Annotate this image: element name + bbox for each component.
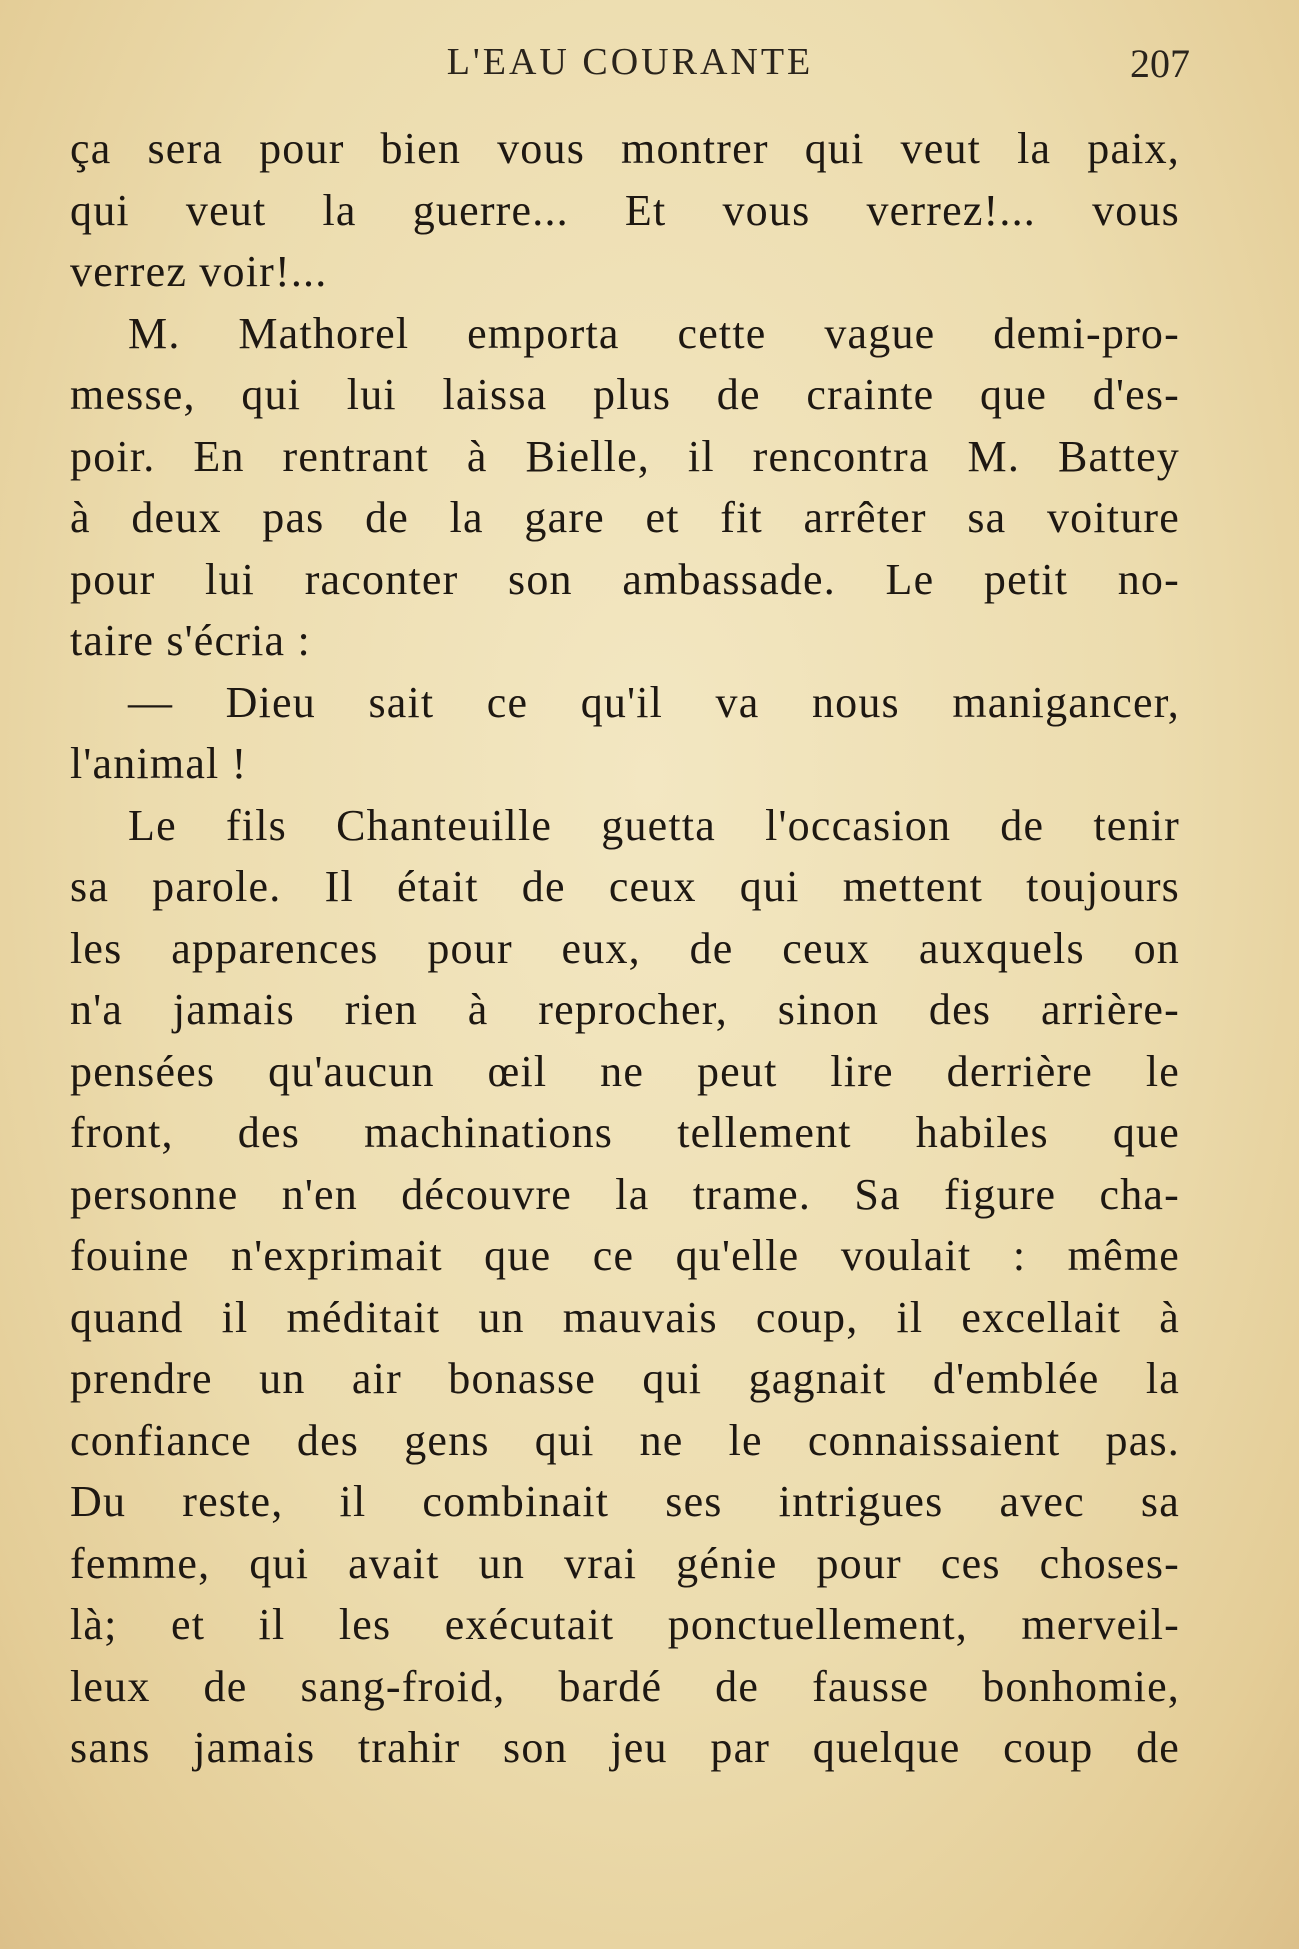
text-line: front, des machinations tellement habiles que <box>70 1108 1180 1157</box>
text-line: sa parole. Il était de ceux qui mettent toujours <box>70 862 1180 911</box>
running-title: L'EAU COURANTE <box>446 41 814 83</box>
text-line: femme, qui avait un vrai génie pour ces choses- <box>70 1538 1180 1588</box>
text-line: là; et il les exécutait ponctuellement, merveil- <box>70 1600 1180 1649</box>
text-line: les apparences pour eux, de ceux auxquels on <box>70 923 1180 973</box>
text-line: taire s'écria : <box>70 616 311 665</box>
text-line: confiance des gens qui ne le connaissaient pas. <box>70 1415 1180 1465</box>
text-line: sans jamais trahir son jeu par quelque coup de <box>70 1723 1180 1772</box>
text-line: quand il méditait un mauvais coup, il excellait à <box>70 1292 1180 1342</box>
text-line: messe, qui lui laissa plus de crainte que d'es- <box>70 370 1180 419</box>
text-line: — Dieu sait ce qu'il va nous manigancer, <box>128 677 1180 727</box>
text-line: poir. En rentrant à Bielle, il rencontra M. Battey <box>70 431 1180 481</box>
text-line: verrez voir!... <box>70 247 328 296</box>
text-line: M. Mathorel emporta cette vague demi-pro- <box>128 308 1180 358</box>
text-line: Du reste, il combinait ses intrigues avec sa <box>70 1477 1180 1526</box>
text-line: pensées qu'aucun œil ne peut lire derrière le <box>70 1046 1180 1096</box>
text-line: prendre un air bonasse qui gagnait d'emblée la <box>70 1354 1180 1403</box>
running-head <box>60 40 1200 90</box>
text-line: personne n'en découvre la trame. Sa figure cha- <box>70 1169 1180 1219</box>
text-line: ça sera pour bien vous montrer qui veut la paix, <box>70 124 1180 173</box>
text-line: fouine n'exprimait que ce qu'elle voulait : même <box>70 1231 1180 1280</box>
text-line: pour lui raconter son ambassade. Le petit no- <box>70 554 1180 604</box>
text-line: Le fils Chanteuille guetta l'occasion de tenir <box>128 800 1180 850</box>
page-number: 207 <box>1130 41 1190 86</box>
text-line: l'animal ! <box>70 739 248 788</box>
text-line: n'a jamais rien à reprocher, sinon des arrière- <box>70 985 1180 1034</box>
text-line: à deux pas de la gare et fit arrêter sa voiture <box>70 493 1180 542</box>
body-text <box>70 118 1180 1779</box>
text-line: leux de sang-froid, bardé de fausse bonhomie, <box>70 1661 1180 1711</box>
text-line: qui veut la guerre... Et vous verrez!... vous <box>70 185 1180 235</box>
